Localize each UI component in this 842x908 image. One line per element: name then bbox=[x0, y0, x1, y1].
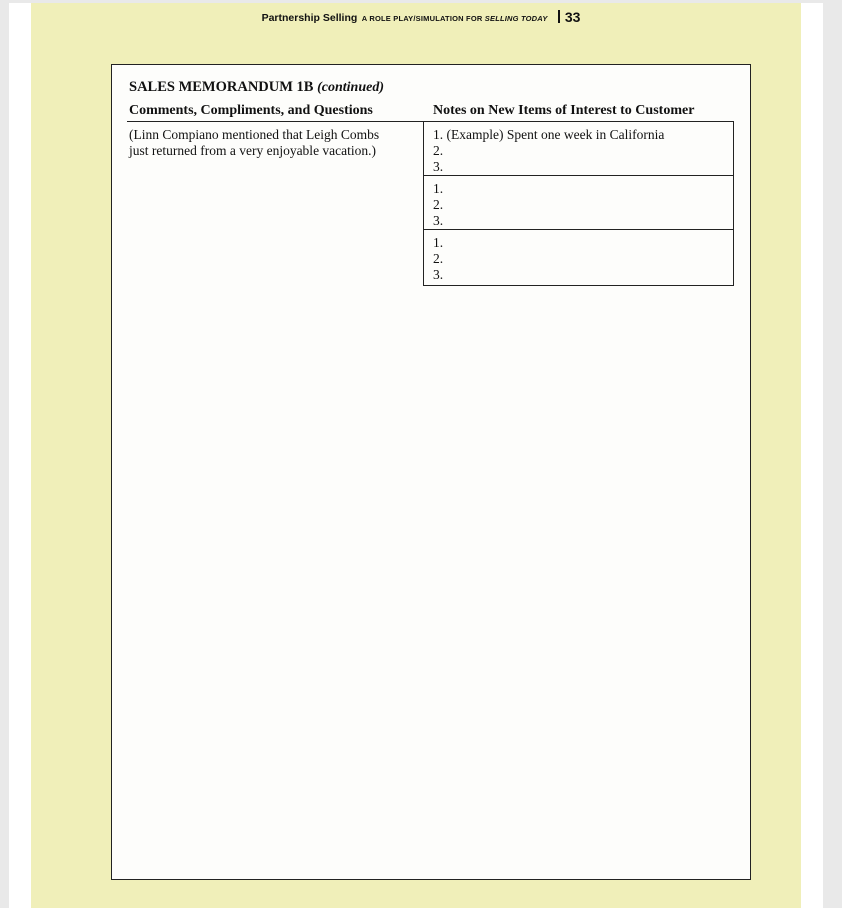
running-head-subtitle bbox=[362, 14, 550, 23]
note-item: 1. bbox=[433, 181, 444, 196]
note-item: 3. bbox=[433, 213, 444, 228]
note-group-2 bbox=[424, 176, 733, 230]
note-item: 2. bbox=[433, 251, 444, 266]
note-item: 3. bbox=[433, 159, 444, 174]
running-head-subtitle-prefix: A ROLE PLAY/SIMULATION FOR bbox=[361, 14, 483, 23]
sales-memorandum-box bbox=[111, 64, 751, 880]
running-head-separator bbox=[558, 10, 560, 23]
comment-text bbox=[129, 127, 419, 159]
comment-line: just returned from a very enjoyable vacation.) bbox=[129, 143, 377, 158]
comment-line: (Linn Compiano mentioned that Leigh Combs bbox=[129, 127, 380, 142]
notes-column bbox=[423, 121, 734, 286]
running-head-subtitle-italic: SELLING TODAY bbox=[484, 14, 548, 23]
notes-column-heading: Notes on New Items of Interest to Customer bbox=[433, 103, 695, 118]
running-head bbox=[0, 8, 842, 26]
note-item: 1. (Example) Spent one week in California bbox=[433, 127, 665, 142]
note-item: 3. bbox=[433, 267, 444, 282]
note-item: 1. bbox=[433, 235, 444, 250]
comments-heading-rule bbox=[127, 121, 423, 122]
page-number: 33 bbox=[564, 9, 581, 25]
comments-column-heading: Comments, Compliments, and Questions bbox=[129, 103, 373, 118]
memo-title bbox=[129, 79, 384, 96]
note-group-1 bbox=[424, 122, 733, 176]
memo-title-text: SALES MEMORANDUM 1B bbox=[129, 79, 314, 95]
note-item: 2. bbox=[433, 197, 444, 212]
memo-title-suffix: (continued) bbox=[317, 80, 384, 95]
note-item: 2. bbox=[433, 143, 444, 158]
note-group-3 bbox=[424, 230, 733, 285]
running-head-title: Partnership Selling bbox=[261, 12, 358, 24]
